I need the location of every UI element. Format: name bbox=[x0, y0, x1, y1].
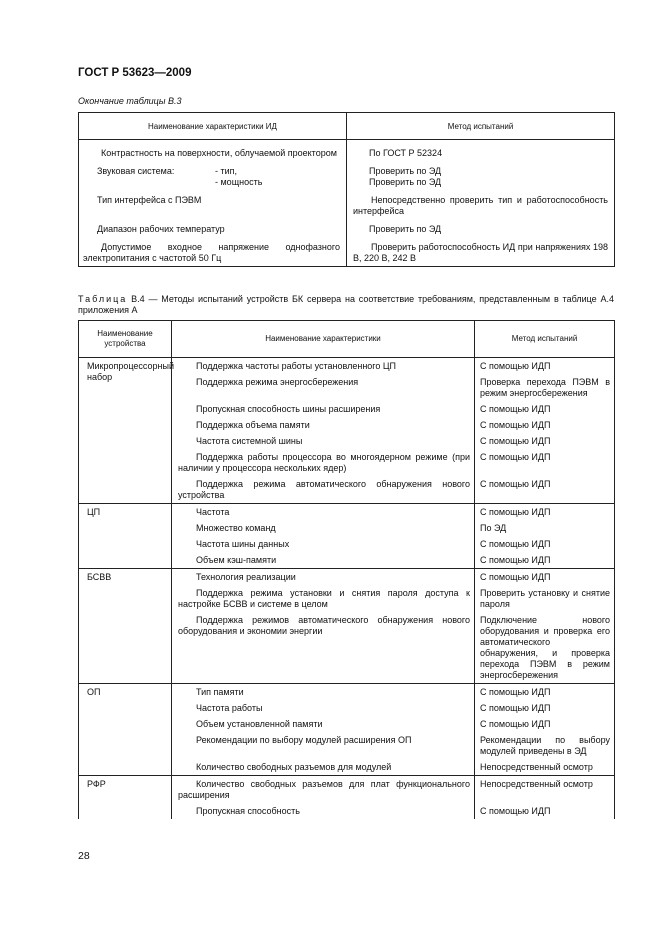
sound-line-2 bbox=[83, 177, 340, 188]
method-cell: С помощью ИДП bbox=[475, 684, 615, 701]
table-row bbox=[79, 776, 615, 804]
table-row bbox=[79, 569, 615, 586]
method-cell: С помощью ИДП bbox=[475, 552, 615, 569]
cell-text: Непосредственно проверить тип и работоспособность интерфейса bbox=[353, 195, 608, 216]
cell-text: - мощность bbox=[215, 177, 263, 187]
method-cell: С помощью ИДП bbox=[475, 569, 615, 586]
characteristic-cell: Объем кэш-памяти bbox=[172, 552, 475, 569]
document-header: ГОСТ Р 53623—2009 bbox=[78, 67, 192, 79]
cell-text: Звуковая система: bbox=[97, 166, 175, 176]
table-header-row bbox=[79, 321, 615, 358]
table-row bbox=[79, 217, 615, 235]
method-cell: Проверить установку и снятие пароля bbox=[475, 585, 615, 612]
device-cell: БСВВ bbox=[79, 569, 172, 684]
characteristic-cell: Объем установленной памяти bbox=[172, 716, 475, 732]
characteristic-cell: Количество свободных разъемов для плат функционального расширения bbox=[172, 776, 475, 804]
table-b4 bbox=[78, 320, 615, 819]
method-cell: По ЭД bbox=[475, 520, 615, 536]
characteristic-cell: Поддержка объема памяти bbox=[172, 417, 475, 433]
characteristic-cell: Поддержка частоты работы установленного ЦП bbox=[172, 358, 475, 375]
table-cell bbox=[79, 140, 347, 160]
device-cell: ОП bbox=[79, 684, 172, 776]
cell-text: Проверить по ЭД bbox=[369, 177, 442, 187]
column-header: Наименование характеристики ИД bbox=[79, 113, 347, 140]
column-header: Наименование устройства bbox=[79, 321, 172, 358]
table-cell bbox=[79, 159, 347, 188]
table-row bbox=[79, 188, 615, 217]
table-b4-caption bbox=[78, 294, 614, 316]
characteristic-cell: Пропускная способность bbox=[172, 803, 475, 819]
cell-text: Контрастность на поверхности, облучаемой проектором bbox=[101, 148, 337, 158]
table-cell bbox=[79, 235, 347, 267]
method-cell: Непосредственный осмотр bbox=[475, 776, 615, 804]
page-number: 28 bbox=[78, 850, 90, 862]
device-cell: РФР bbox=[79, 776, 172, 820]
characteristic-cell: Тип памяти bbox=[172, 684, 475, 701]
spacer bbox=[83, 177, 215, 188]
characteristic-cell: Частота bbox=[172, 504, 475, 521]
method-cell: С помощью ИДП bbox=[475, 401, 615, 417]
method-cell: Проверка перехода ПЭВМ в режим энергосбережения bbox=[475, 374, 615, 401]
table-b3 bbox=[78, 112, 615, 267]
characteristic-cell: Частота системной шины bbox=[172, 433, 475, 449]
method-cell: С помощью ИДП bbox=[475, 449, 615, 476]
table-b3-caption: Окончание таблицы В.3 bbox=[78, 96, 182, 106]
sound-line-1 bbox=[83, 166, 340, 177]
cell-text: - тип, bbox=[215, 166, 238, 176]
column-header: Наименование характеристики bbox=[172, 321, 475, 358]
characteristic-cell: Частота шины данных bbox=[172, 536, 475, 552]
method-cell: Подключение нового оборудования и проверка его автоматического обнаружения, и проверка перехода ПЭВМ в режим энергосбережения bbox=[475, 612, 615, 684]
cell-text: Проверить работоспособность ИД при напряжениях 198 В, 220 В, 242 В bbox=[353, 242, 608, 263]
table-row bbox=[79, 235, 615, 267]
method-cell: С помощью ИДП bbox=[475, 536, 615, 552]
method-cell: С помощью ИДП bbox=[475, 417, 615, 433]
method-cell: С помощью ИДП bbox=[475, 358, 615, 375]
table-cell: По ГОСТ Р 52324 bbox=[347, 140, 615, 160]
column-header: Метод испытаний bbox=[475, 321, 615, 358]
method-cell: С помощью ИДП bbox=[475, 716, 615, 732]
method-cell: Рекомендации по выбору модулей приведены в ЭД bbox=[475, 732, 615, 759]
method-cell: Непосредственный осмотр bbox=[475, 759, 615, 776]
method-cell: С помощью ИДП bbox=[475, 433, 615, 449]
table-row bbox=[79, 140, 615, 160]
method-cell: С помощью ИДП bbox=[475, 700, 615, 716]
characteristic-cell: Поддержка режима установки и снятия пароля доступа к настройке БСВВ и системе в целом bbox=[172, 585, 475, 612]
characteristic-cell: Поддержка режима энергосбережения bbox=[172, 374, 475, 401]
table-cell bbox=[347, 235, 615, 267]
table-cell: Проверить по ЭД bbox=[347, 217, 615, 235]
table-row bbox=[79, 684, 615, 701]
characteristic-cell: Рекомендации по выбору модулей расширения ОП bbox=[172, 732, 475, 759]
device-cell: Микропроцессорный набор bbox=[79, 358, 172, 504]
cell-text: Допустимое входное напряжение однофазного электропитания с частотой 50 Гц bbox=[83, 242, 340, 263]
table-row bbox=[79, 504, 615, 521]
table-row bbox=[79, 159, 615, 188]
table-cell: Диапазон рабочих температур bbox=[79, 217, 347, 235]
characteristic-cell: Поддержка режимов автоматического обнаружения нового оборудования и экономии энергии bbox=[172, 612, 475, 684]
table-header-row bbox=[79, 113, 615, 140]
caption-label: Таблица bbox=[78, 294, 128, 304]
characteristic-cell: Количество свободных разъемов для модулей bbox=[172, 759, 475, 776]
table-b4-body bbox=[79, 358, 615, 820]
characteristic-cell: Пропускная способность шины расширения bbox=[172, 401, 475, 417]
table-row bbox=[79, 358, 615, 375]
characteristic-cell: Частота работы bbox=[172, 700, 475, 716]
table-cell bbox=[347, 159, 615, 188]
characteristic-cell: Поддержка режима автоматического обнаружения нового устройства bbox=[172, 476, 475, 504]
characteristic-cell: Множество команд bbox=[172, 520, 475, 536]
caption-text: В.4 — Методы испытаний устройств БК сервера на соответствие требованиям, представленным в таблице А.4 приложения А bbox=[78, 294, 614, 315]
characteristic-cell: Поддержка работы процессора во многоядерном режиме (при наличии у процессора нескольких ядер) bbox=[172, 449, 475, 476]
cell-text: Проверить по ЭД bbox=[369, 166, 442, 176]
characteristic-cell: Технология реализации bbox=[172, 569, 475, 586]
method-cell: С помощью ИДП bbox=[475, 476, 615, 504]
table-cell: Тип интерфейса с ПЭВМ bbox=[79, 188, 347, 217]
column-header: Метод испытаний bbox=[347, 113, 615, 140]
device-cell: ЦП bbox=[79, 504, 172, 569]
method-cell: С помощью ИДП bbox=[475, 803, 615, 819]
method-cell: С помощью ИДП bbox=[475, 504, 615, 521]
table-cell bbox=[347, 188, 615, 217]
